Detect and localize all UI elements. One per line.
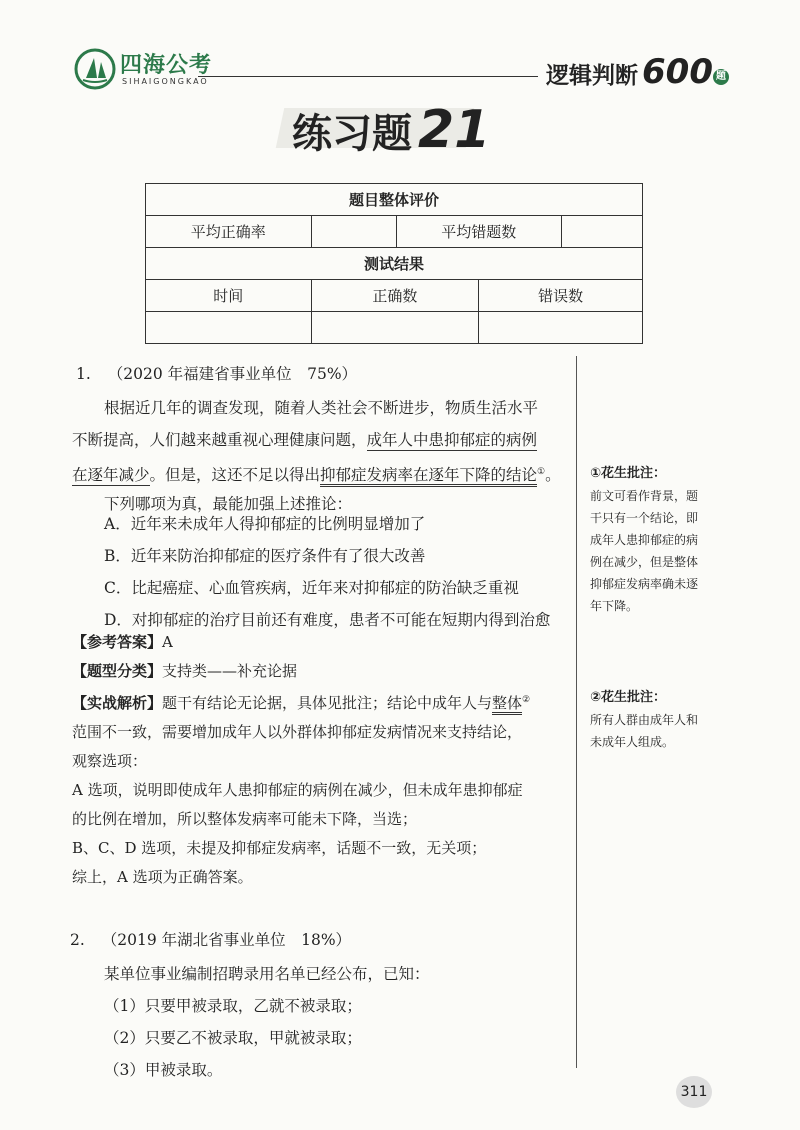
avg-wrong-count-label: 平均错题数 xyxy=(396,216,562,248)
q1-type xyxy=(72,657,297,686)
table-header-test-result: 测试结果 xyxy=(146,248,643,280)
time-cell[interactable] xyxy=(146,312,312,344)
note-1-line: 前文可看作背景，题 xyxy=(590,489,699,503)
analysis-line2: 范围不一致，需要增加成年人以外群体抑郁症发病情况来支持结论， xyxy=(72,723,523,741)
side-note-2 xyxy=(590,686,698,753)
title-text: 练习题 xyxy=(292,111,412,157)
brand-name: 四海公考 xyxy=(120,53,213,78)
q1-stem-period: 。 xyxy=(545,466,561,485)
note-2-line: 未成年人组成。 xyxy=(590,735,675,749)
analysis-line6: B、C、D 选项，未提及抑郁症发病率，话题不一致，无关项； xyxy=(72,839,487,857)
type-label: 【题型分类】 xyxy=(72,662,163,680)
q1-stem-line2 xyxy=(72,424,537,456)
q1-stem-underline-1: 成年人中患抑郁症的病例 xyxy=(366,431,538,449)
note-1-line: 成年人患抑郁症的病 xyxy=(590,533,699,547)
book-series-title xyxy=(546,52,729,92)
condition-1: （1）只要甲被录取，乙就不被录取； xyxy=(104,997,362,1015)
evaluation-table xyxy=(145,183,643,344)
page-number: 311 xyxy=(676,1076,712,1108)
header-rule xyxy=(198,76,538,77)
q2-number: 2. xyxy=(70,931,85,949)
series-badge: 题 xyxy=(713,69,729,85)
option-a[interactable]: A．近年来未成年人得抑郁症的比例明显增加了 xyxy=(104,515,426,533)
option-b[interactable]: B．近年来防治抑郁症的医疗条件有了很大改善 xyxy=(104,547,426,565)
q2-source: （2019 年湖北省事业单位 18%） xyxy=(101,931,352,949)
analysis-line1 xyxy=(72,686,530,718)
note-2-line: 所有人群由成年人和 xyxy=(590,713,699,727)
analysis-line4: A 选项，说明即使成年人患抑郁症的病例在减少，但未成年患抑郁症 xyxy=(72,781,523,799)
series-text: 逻辑判断 xyxy=(546,63,638,89)
logo-mark-icon xyxy=(74,48,116,90)
note-1-line: 抑郁症发病率确未逐 xyxy=(590,577,699,591)
q2-stem: 某单位事业编制招聘录用名单已经公布，已知： xyxy=(104,965,430,983)
title-number: 21 xyxy=(418,100,491,160)
q1-options xyxy=(104,508,550,636)
q1-stem-line1: 根据近几年的调查发现，随着人类社会不断进步，物质生活水平 xyxy=(104,399,539,417)
q1-stem-underline-2: 在逐年减少 xyxy=(72,466,150,485)
series-number: 600 xyxy=(642,52,713,92)
q1-conclusion: 抑郁症发病率在逐年下降的结论 xyxy=(320,466,537,487)
q1-heading xyxy=(76,358,357,390)
analysis-line3: 观察选项： xyxy=(72,752,148,770)
q1-stem-line2-text: 不断提高，人们越来越重视心理健康问题， xyxy=(72,431,367,449)
q1-prompt: 下列哪项为真，最能加强上述推论： xyxy=(104,495,353,513)
q1-stem-line3-text: 。但是，这还不足以得出 xyxy=(149,466,321,485)
note-ref-1[interactable]: ① xyxy=(537,467,546,477)
analysis-line5: 的比例在增加，所以整体发病率可能未下降，当选； xyxy=(72,810,418,828)
option-c[interactable]: C．比起癌症、心血管疾病，近年来对抑郁症的防治缺乏重视 xyxy=(104,579,519,597)
q1-stem-line3 xyxy=(72,456,561,491)
brand-pinyin: SIHAIGONGKAO xyxy=(122,77,209,86)
avg-wrong-count-cell[interactable] xyxy=(562,216,643,248)
option-d[interactable]: D．对抑郁症的治疗目前还有难度，患者不可能在短期内得到治愈 xyxy=(104,611,551,629)
q1-analysis xyxy=(72,686,530,892)
note-1-line: 干只有一个结论，即 xyxy=(590,511,699,525)
q1-number: 1. xyxy=(76,365,91,383)
type-value: 支持类——补充论据 xyxy=(162,662,298,680)
table-header-overall: 题目整体评价 xyxy=(146,184,643,216)
answer-value: A xyxy=(162,633,173,651)
side-note-1 xyxy=(590,462,698,617)
sidebar-divider xyxy=(576,356,577,1068)
condition-3: （3）甲被录取。 xyxy=(104,1061,223,1079)
correct-cell[interactable] xyxy=(311,312,479,344)
avg-correct-rate-label: 平均正确率 xyxy=(146,216,312,248)
q1-source: （2020 年福建省事业单位 75%） xyxy=(107,365,358,383)
col-time: 时间 xyxy=(146,280,312,312)
q2-heading xyxy=(70,924,351,956)
avg-correct-rate-cell[interactable] xyxy=(311,216,396,248)
analysis-line7: 综上，A 选项为正确答案。 xyxy=(72,868,253,886)
page-title xyxy=(292,100,490,160)
note-2-title: ②花生批注： xyxy=(590,690,667,705)
wrong-cell[interactable] xyxy=(479,312,643,344)
col-correct: 正确数 xyxy=(311,280,479,312)
q1-answer xyxy=(72,628,173,657)
analysis-line1-text: 题干有结论无论据，具体见批注；结论中成年人与 xyxy=(162,694,493,712)
col-wrong: 错误数 xyxy=(479,280,643,312)
note-1-line: 例在减少，但是整体 xyxy=(590,555,699,569)
analysis-label: 【实战解析】 xyxy=(72,694,163,712)
note-1-title: ①花生批注： xyxy=(590,466,667,481)
condition-2: （2）只要乙不被录取，甲就被录取； xyxy=(104,1029,362,1047)
note-1-line: 年下降。 xyxy=(590,599,639,613)
note-ref-2[interactable]: ② xyxy=(522,695,531,705)
answer-label: 【参考答案】 xyxy=(72,633,163,651)
q2-conditions xyxy=(104,990,362,1086)
analysis-whole: 整体 xyxy=(492,694,522,715)
